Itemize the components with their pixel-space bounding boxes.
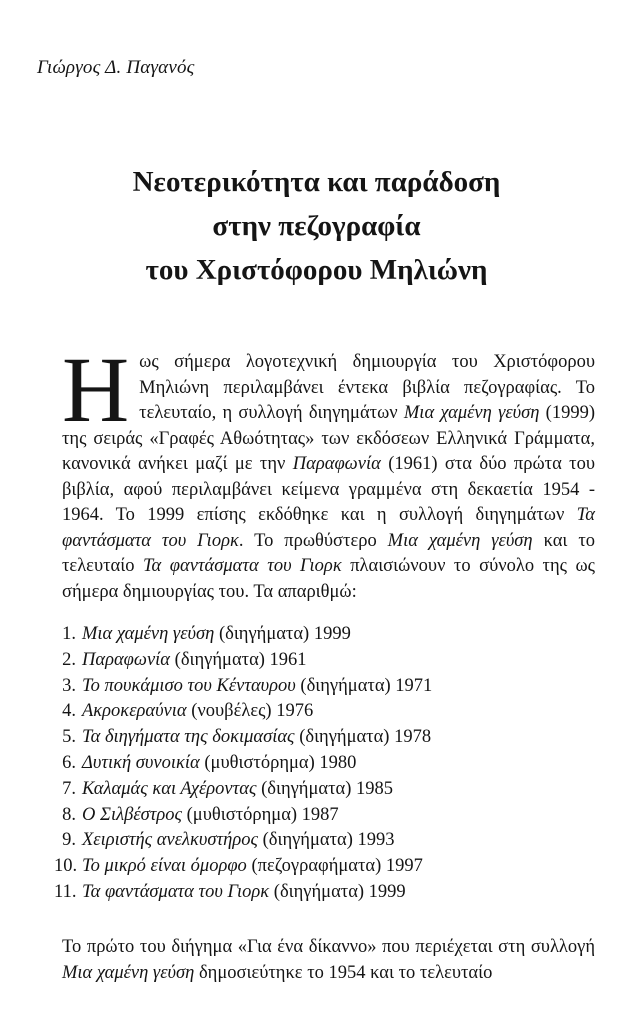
list-item bbox=[62, 725, 595, 751]
list-item bbox=[54, 880, 595, 906]
list-number: 6. bbox=[62, 752, 76, 773]
work-details: (διηγήματα) 1971 bbox=[295, 675, 433, 696]
work-title: Τα φαντάσματα του Γιορκ bbox=[82, 881, 270, 902]
text-run: πλαισιώνουν το σύνολο της ως σήμερα δημιουργίας του. Τα απαριθμώ: bbox=[62, 556, 595, 602]
work-details: (νουβέλες) 1976 bbox=[186, 701, 314, 722]
italic-title: Μια χαμένη γεύση bbox=[403, 403, 540, 423]
work-title: Χειριστής ανελκυστήρος bbox=[82, 830, 258, 851]
text-run: . Το πρωθύστερο bbox=[238, 530, 388, 551]
article-title bbox=[0, 160, 633, 292]
work-title: Μια χαμένη γεύση bbox=[82, 624, 215, 644]
list-item bbox=[54, 854, 595, 880]
work-details: (διηγήματα) 1999 bbox=[269, 881, 406, 902]
list-number: 5. bbox=[62, 727, 76, 748]
italic-title: Τα φαντάσματα του Γιορκ bbox=[142, 556, 342, 576]
work-title: Ακροκεραύνια bbox=[82, 701, 187, 722]
title-line-1: Νεοτερικότητα και παράδοση bbox=[132, 166, 501, 198]
list-number: 11. bbox=[54, 881, 77, 902]
list-item bbox=[62, 803, 595, 829]
title-line-2: στην πεζογραφία bbox=[212, 210, 421, 242]
list-number: 8. bbox=[62, 804, 76, 825]
list-number: 10. bbox=[54, 856, 78, 877]
list-item bbox=[62, 828, 595, 854]
work-details: (διηγήματα) 1978 bbox=[294, 727, 432, 748]
work-title: Το μικρό είναι όμορφο bbox=[82, 856, 247, 877]
list-number: 4. bbox=[62, 701, 76, 722]
title-line-3: του Χριστόφορου Μηλιώνη bbox=[145, 254, 488, 286]
second-paragraph bbox=[62, 935, 595, 986]
text-run: δημοσιεύτηκε το 1954 και το τελευταίο bbox=[194, 962, 493, 983]
work-title: Καλαμάς και Αχέροντας bbox=[82, 778, 257, 799]
list-number: 7. bbox=[62, 778, 76, 799]
italic-title: Μια χαμένη γεύση bbox=[62, 962, 195, 983]
list-item bbox=[62, 648, 595, 674]
list-item bbox=[62, 751, 595, 777]
list-item bbox=[62, 777, 595, 803]
work-details: (διηγήματα) 1999 bbox=[214, 624, 351, 644]
list-number: 3. bbox=[62, 675, 76, 696]
work-details: (διηγήματα) 1961 bbox=[170, 649, 307, 670]
list-item bbox=[62, 674, 595, 700]
works-list bbox=[54, 622, 595, 906]
work-details: (μυθιστόρημα) 1980 bbox=[199, 752, 357, 773]
work-details: (διηγήματα) 1985 bbox=[256, 778, 393, 799]
drop-cap: Η bbox=[62, 339, 130, 442]
text-run: ως σήμερα λογοτεχνική δημιουργία του Χριστόφορου Μηλιώνη περιλαμβάνει έντεκα βιβλία πεζογραφίας. Το τελευταίο, η συλλογή διηγημάτων bbox=[139, 352, 595, 423]
text-run: (1999) της σειράς «Γραφές Αθωότητας» των εκδόσεων Ελληνικά Γράμματα, κανονικά ανήκει μαζί με την bbox=[62, 403, 596, 474]
work-details: (διηγήματα) 1993 bbox=[257, 830, 395, 851]
work-title: Το πουκάμισο του Κένταυρου bbox=[82, 675, 296, 696]
italic-title: Μια χαμένη γεύση bbox=[387, 530, 533, 551]
text-run: (1961) στα δύο πρώτα του βιβλία, αφού περιλαμβάνει κείμενα γραμμένα στη δεκαετία 1954 - 1964. Το 1999 επίσης εκδόθηκε και η συλλογή διηγημάτων bbox=[62, 454, 595, 525]
work-title: Τα διηγήματα της δοκιμασίας bbox=[82, 727, 295, 748]
list-item bbox=[62, 622, 595, 648]
work-title: Παραφωνία bbox=[82, 649, 171, 670]
text-run: και το τελευταίο bbox=[62, 530, 596, 576]
list-number: 9. bbox=[62, 830, 76, 851]
work-title: Ο Σιλβέστρος bbox=[82, 804, 183, 825]
italic-title: Τα φαντάσματα του Γιορκ bbox=[62, 505, 595, 551]
intro-paragraph bbox=[62, 339, 596, 605]
text-run: Το πρώτο του διήγημα «Για ένα δίκαννο» που περιέχεται στη συλλογή bbox=[62, 937, 595, 957]
list-number: 2. bbox=[62, 649, 76, 670]
list-item bbox=[62, 699, 595, 725]
work-details: (πεζογραφήματα) 1997 bbox=[246, 856, 423, 877]
work-details: (μυθιστόρημα) 1987 bbox=[182, 804, 339, 825]
work-title: Δυτική συνοικία bbox=[82, 752, 200, 773]
list-number: 1. bbox=[62, 624, 76, 644]
author-name: Γιώργος Δ. Παγανός bbox=[37, 57, 195, 78]
italic-title: Παραφωνία bbox=[292, 454, 381, 474]
